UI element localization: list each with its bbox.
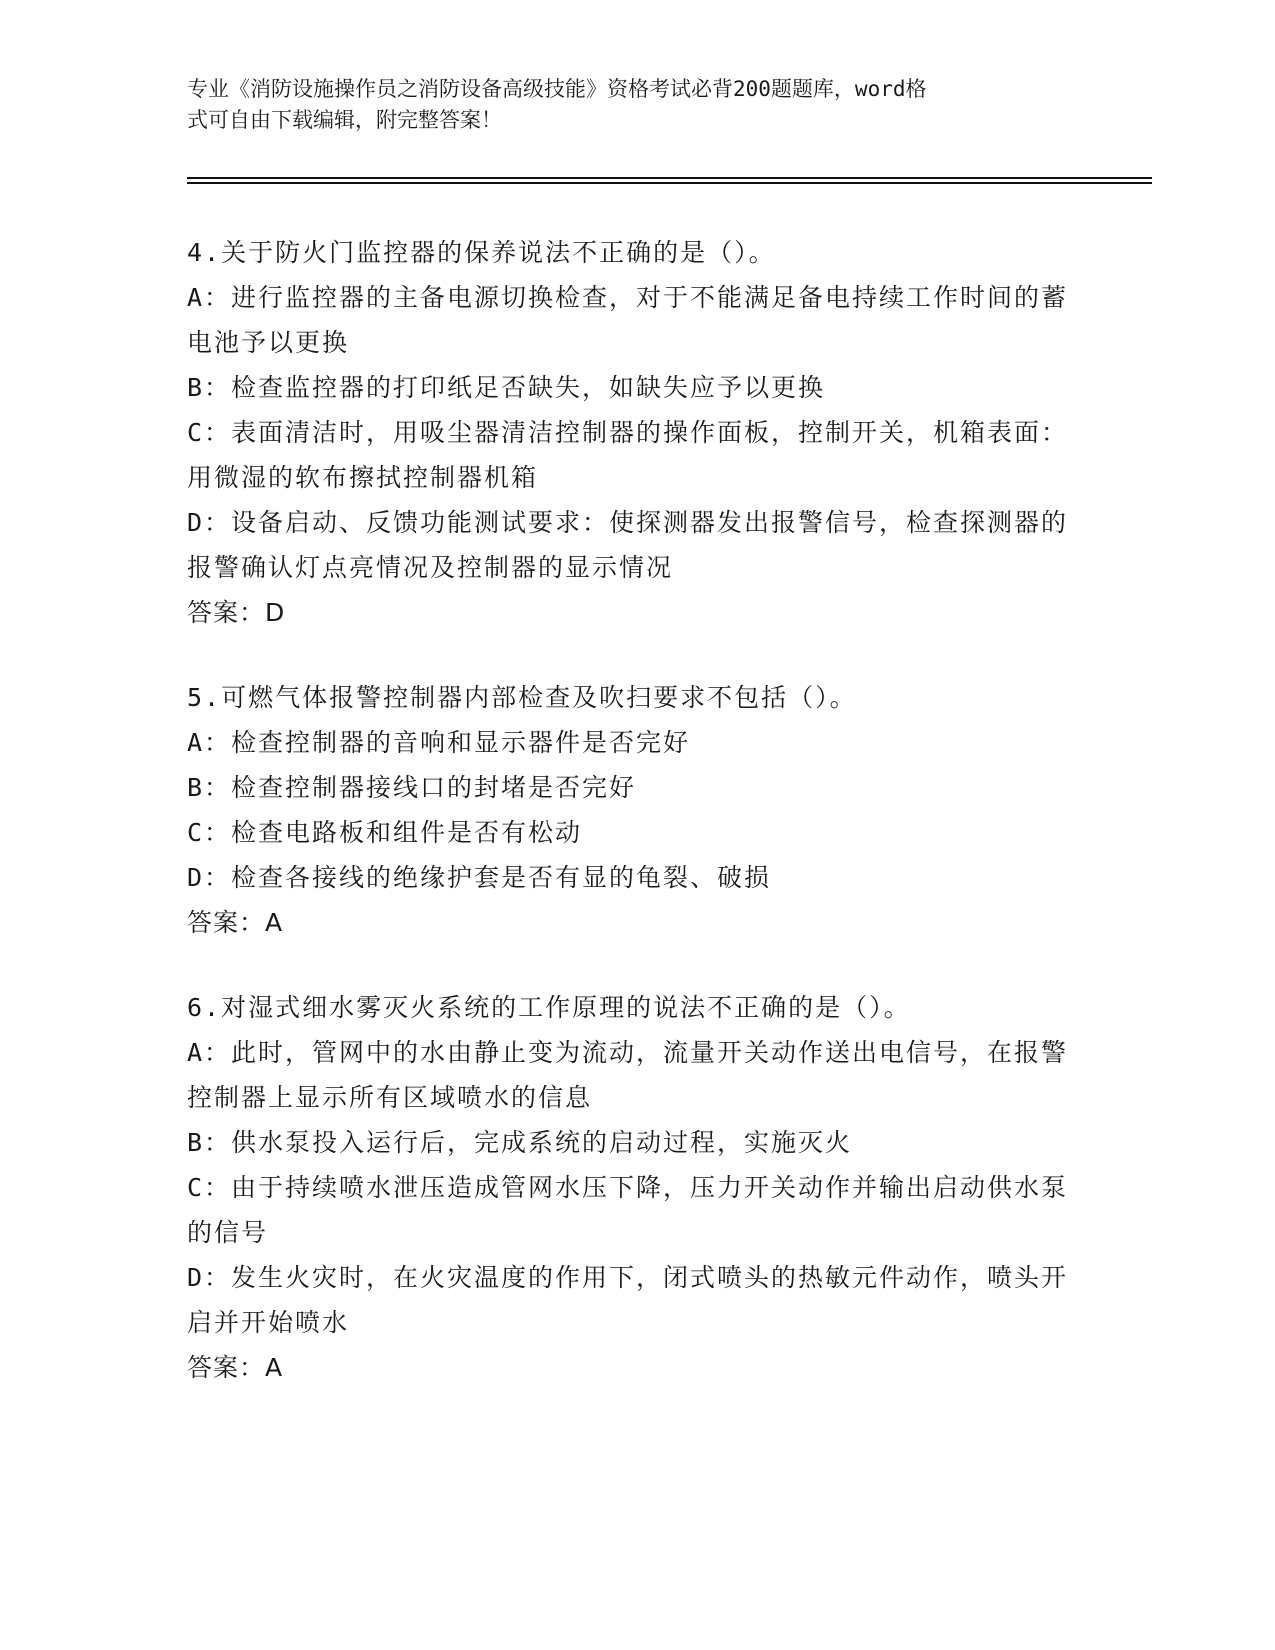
question-stem: 5.可燃气体报警控制器内部检查及吹扫要求不包括（）。 xyxy=(187,683,857,712)
answer-line: 答案：D xyxy=(187,598,286,627)
option-a: A：进行监控器的主备电源切换检查，对于不能满足备电持续工作时间的蓄电池予以更换 xyxy=(187,283,1069,357)
option-d: D：发生火灾时，在火灾温度的作用下，闭式喷头的热敏元件动作，喷头开启并开始喷水 xyxy=(187,1263,1069,1337)
header-divider-top xyxy=(187,177,1152,179)
question-stem: 6.对湿式细水雾灭火系统的工作原理的说法不正确的是（）。 xyxy=(187,993,911,1022)
option-a: A：检查控制器的音响和显示器件是否完好 xyxy=(187,728,691,757)
option-b: B：供水泵投入运行后，完成系统的启动过程，实施灭火 xyxy=(187,1128,853,1157)
option-a: A：此时，管网中的水由静止变为流动，流量开关动作送出电信号，在报警控制器上显示所有区域喷水的信息 xyxy=(187,1038,1069,1112)
header-divider-bottom xyxy=(187,182,1152,184)
question-list xyxy=(187,230,1077,1430)
document-header xyxy=(187,74,1067,136)
question-5 xyxy=(187,675,1077,945)
option-b: B：检查监控器的打印纸足否缺失，如缺失应予以更换 xyxy=(187,373,826,402)
question-6 xyxy=(187,985,1077,1390)
question-4 xyxy=(187,230,1077,635)
option-b: B：检查控制器接线口的封堵是否完好 xyxy=(187,773,637,802)
answer-line: 答案：A xyxy=(187,1353,284,1382)
option-c: C：检查电路板和组件是否有松动 xyxy=(187,818,583,847)
option-d: D：检查各接线的绝缘护套是否有显的龟裂、破损 xyxy=(187,863,772,892)
header-line-1: 专业《消防设施操作员之消防设备高级技能》资格考试必背200题题库，word格 xyxy=(187,77,927,101)
answer-line: 答案：A xyxy=(187,908,284,937)
header-line-2: 式可自由下载编辑，附完整答案！ xyxy=(187,108,502,132)
question-stem: 4.关于防火门监控器的保养说法不正确的是（）。 xyxy=(187,238,776,267)
option-d: D：设备启动、反馈功能测试要求：使探测器发出报警信号，检查探测器的报警确认灯点亮情况及控制器的显示情况 xyxy=(187,508,1069,582)
option-c: C：表面清洁时，用吸尘器清洁控制器的操作面板，控制开关，机箱表面：用微湿的软布擦拭控制器机箱 xyxy=(187,418,1069,492)
option-c: C：由于持续喷水泄压造成管网水压下降，压力开关动作并输出启动供水泵的信号 xyxy=(187,1173,1069,1247)
